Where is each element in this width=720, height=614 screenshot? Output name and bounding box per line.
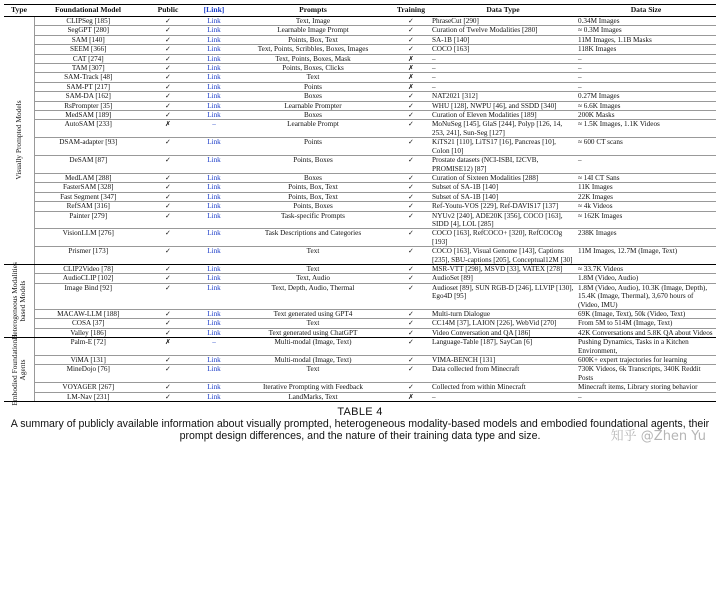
table-row [4,264,716,273]
link-cell[interactable]: Link [194,274,234,283]
table-row [4,120,716,138]
model-name: VisionLLM [276] [34,229,142,247]
link-cell[interactable]: Link [194,328,234,337]
prompts-cell: Points, Boxes [234,202,392,211]
model-name: AudioCLIP [102] [34,274,142,283]
header-link: [Link] [194,5,234,17]
group-label-cell [4,262,34,340]
data-type-cell: SA-1B [140] [430,35,576,44]
prompts-cell: Learnable Image Prompt [234,26,392,35]
training-mark: ✓ [392,45,430,54]
training-mark: ✓ [392,264,430,273]
training-mark: ✗ [392,54,430,63]
prompts-cell: Learnable Prompter [234,101,392,110]
link-cell[interactable]: Link [194,82,234,91]
prompts-cell: Text generated using ChatGPT [234,328,392,337]
table-row [4,383,716,392]
prompts-cell: Points, Boxes [234,156,392,174]
table-row [4,101,716,110]
model-name: RefSAM [316] [34,202,142,211]
data-size-cell: – [576,54,716,63]
link-cell[interactable]: Link [194,211,234,229]
table-row [4,229,716,247]
prompts-cell: LandMarks, Text [234,392,392,401]
model-name: SAM-DA [162] [34,92,142,101]
public-mark: ✓ [142,392,194,401]
table-row [4,328,716,337]
data-type-cell: VIMA-BENCH [131] [430,356,576,365]
link-cell[interactable]: Link [194,392,234,401]
table-row [4,202,716,211]
public-mark: ✓ [142,156,194,174]
training-mark: ✓ [392,101,430,110]
training-mark: ✓ [392,328,430,337]
group-label: Heterogeneous Modalities based Models [9,262,27,340]
data-size-cell: 600K+ expert trajectories for learning [576,356,716,365]
table-row [4,283,716,309]
model-name: Valley [186] [34,328,142,337]
public-mark: ✓ [142,283,194,309]
table-row [4,156,716,174]
caption-text: A summary of publicly available information about visually prompted, heterogeneous modality-based models and embodied foundational agents, their prompt design differences, and the nature of their training data type and size. [10,418,710,443]
link-cell[interactable]: Link [194,356,234,365]
data-size-cell: 11M Images, 1.1B Masks [576,35,716,44]
link-cell[interactable]: Link [194,173,234,182]
training-mark: ✗ [392,73,430,82]
prompts-cell: Text generated using GPT4 [234,310,392,319]
model-name: CAT [274] [34,54,142,63]
header-data-size: Data Size [576,5,716,17]
data-type-cell: Curation of Eleven Modalities [189] [430,111,576,120]
prompts-cell: Text [234,247,392,265]
model-name: Palm-E [72] [34,338,142,356]
training-mark: ✓ [392,338,430,356]
header-public: Public [142,5,194,17]
training-mark: ✓ [392,92,430,101]
model-name: MedLAM [288] [34,173,142,182]
model-name: SAM-Track [48] [34,73,142,82]
data-type-cell: PhraseCut [290] [430,17,576,26]
header-training: Training [392,5,430,17]
public-mark: ✓ [142,229,194,247]
public-mark: ✓ [142,247,194,265]
public-mark: ✓ [142,92,194,101]
data-type-cell: CC14M [37], LAION [226], WebVid [270] [430,319,576,328]
prompts-cell: Text [234,365,392,383]
model-name: MineDojo [76] [34,365,142,383]
training-mark: ✓ [392,173,430,182]
data-size-cell: ≈ 1.5K Images, 1.1K Videos [576,120,716,138]
data-type-cell: – [430,82,576,91]
training-mark: ✓ [392,229,430,247]
training-mark: ✓ [392,26,430,35]
link-cell[interactable]: Link [194,264,234,273]
link-cell[interactable]: Link [194,45,234,54]
table-row [4,54,716,63]
group-label: Visually Prompted Models [13,100,23,181]
summary-table [4,4,716,406]
data-type-cell: COCO [163], RefCOCO+ [320], RefCOCOg [193] [430,229,576,247]
data-type-cell: Curation of Twelve Modalities [280] [430,26,576,35]
table-row [4,274,716,283]
link-cell[interactable]: Link [194,64,234,73]
training-mark: ✓ [392,17,430,26]
data-type-cell: AudioSet [89] [430,274,576,283]
table-body [4,17,716,406]
table-row [4,64,716,73]
link-cell[interactable]: Link [194,319,234,328]
link-cell[interactable]: Link [194,35,234,44]
prompts-cell: Points, Boxes, Clicks [234,64,392,73]
public-mark: ✓ [142,192,194,201]
public-mark: ✓ [142,82,194,91]
prompts-cell: Task Descriptions and Categories [234,229,392,247]
public-mark: ✓ [142,138,194,156]
link-cell[interactable]: Link [194,183,234,192]
data-type-cell: Language-Table [187], SayCan [6] [430,338,576,356]
data-size-cell: – [576,73,716,82]
data-type-cell: NYUv2 [240], ADE20K [356], COCO [163], SIDD [4], LOL [285] [430,211,576,229]
model-name: SegGPT [280] [34,26,142,35]
data-size-cell: 42K Conversations and 5.8K QA about Videos [576,328,716,337]
prompts-cell: Text [234,319,392,328]
table-row [4,338,716,356]
watermark: 知乎 @Zhen Yu [610,429,706,445]
data-size-cell: 69K (Image, Text), 50k (Video, Text) [576,310,716,319]
prompts-cell: Points, Box, Text [234,35,392,44]
data-size-cell: 200K Masks [576,111,716,120]
table-header [4,5,716,17]
public-mark: ✗ [142,338,194,356]
table-row [4,319,716,328]
link-cell[interactable]: Link [194,365,234,383]
link-cell[interactable]: Link [194,192,234,201]
public-mark: ✓ [142,64,194,73]
data-type-cell: – [430,64,576,73]
data-size-cell: 11K Images [576,183,716,192]
prompts-cell: Multi-modal (Image, Text) [234,356,392,365]
public-mark: ✓ [142,73,194,82]
link-cell: – [194,120,234,138]
prompts-cell: Boxes [234,111,392,120]
public-mark: ✓ [142,365,194,383]
data-size-cell: – [576,156,716,174]
link-cell[interactable]: Link [194,247,234,265]
public-mark: ✓ [142,183,194,192]
link-cell[interactable]: Link [194,92,234,101]
data-size-cell: 22K Images [576,192,716,201]
public-mark: ✓ [142,202,194,211]
model-name: FasterSAM [328] [34,183,142,192]
prompts-cell: Text [234,73,392,82]
caption-title: TABLE 4 [337,406,383,419]
table-row [4,92,716,101]
data-size-cell: 0.27M Images [576,92,716,101]
data-type-cell: Ref-Youtu-VOS [229], Ref-DAVIS17 [137] [430,202,576,211]
public-mark: ✓ [142,211,194,229]
data-type-cell: – [430,73,576,82]
training-mark: ✓ [392,183,430,192]
model-name: SEEM [366] [34,45,142,54]
prompts-cell: Text, Points, Boxes, Mask [234,54,392,63]
table-row [4,138,716,156]
prompts-cell: Multi-modal (Image, Text) [234,338,392,356]
public-mark: ✓ [142,319,194,328]
model-name: CLIPSeg [185] [34,17,142,26]
table-row [4,356,716,365]
data-type-cell: Video Conversation and QA [186] [430,328,576,337]
table-row [4,365,716,383]
training-mark: ✓ [392,156,430,174]
model-name: Fast Segment [347] [34,192,142,201]
data-size-cell: ≈ 4k Videos [576,202,716,211]
data-size-cell: 730K Videos, 6k Transcripts, 340K Reddit Posts [576,365,716,383]
public-mark: ✓ [142,111,194,120]
model-name: CLIP2Video [78] [34,264,142,273]
public-mark: ✗ [142,120,194,138]
training-mark: ✓ [392,138,430,156]
link-cell[interactable]: Link [194,17,234,26]
table-row [4,211,716,229]
training-mark: ✓ [392,356,430,365]
training-mark: ✓ [392,247,430,265]
prompts-cell: Text, Audio [234,274,392,283]
table-row [4,247,716,265]
public-mark: ✓ [142,17,194,26]
link-cell[interactable]: Link [194,111,234,120]
data-type-cell: Curation of Sixteen Modalities [288] [430,173,576,182]
public-mark: ✓ [142,35,194,44]
group-label-cell [4,17,34,265]
prompts-cell: Task-specific Prompts [234,211,392,229]
data-type-cell: – [430,392,576,401]
group-label: Embodied Foundational Agents [9,334,27,406]
training-mark: ✓ [392,383,430,392]
table-row [4,26,716,35]
table-row [4,73,716,82]
data-size-cell: ≈ 162K Images [576,211,716,229]
header-type: Type [4,5,34,17]
training-mark: ✓ [392,310,430,319]
training-mark: ✓ [392,111,430,120]
table-row [4,310,716,319]
header-prompts: Prompts [234,5,392,17]
model-name: RsPrompter [35] [34,101,142,110]
model-name: Image Bind [92] [34,283,142,309]
prompts-cell: Points, Box, Text [234,192,392,201]
table-row [4,192,716,201]
data-size-cell: Pushing Dynamics, Tasks in a Kitchen Environment, [576,338,716,356]
prompts-cell: Points [234,138,392,156]
data-size-cell: 118K Images [576,45,716,54]
table-row [4,392,716,401]
prompts-cell: Learnable Prompt [234,120,392,138]
table-caption [4,406,716,445]
model-name: SAM [140] [34,35,142,44]
data-type-cell: MoNuSeg [145], GlaS [244], Polyp [126, 14, 253, 241], Sun-Seg [127] [430,120,576,138]
data-size-cell: ≈ 600 CT scans [576,138,716,156]
data-size-cell: – [576,82,716,91]
training-mark: ✓ [392,120,430,138]
data-type-cell: Audioset [89], SUN RGB-D [246], LLVIP [130], Ego4D [95] [430,283,576,309]
table-row [4,82,716,91]
public-mark: ✓ [142,101,194,110]
link-cell[interactable]: Link [194,383,234,392]
link-cell[interactable]: Link [194,54,234,63]
public-mark: ✓ [142,274,194,283]
prompts-cell: Iterative Prompting with Feedback [234,383,392,392]
table-row [4,17,716,26]
model-name: TAM [307] [34,64,142,73]
model-name: COSA [37] [34,319,142,328]
training-mark: ✓ [392,211,430,229]
training-mark: ✓ [392,202,430,211]
data-type-cell: Data collected from Minecraft [430,365,576,383]
data-size-cell: ≈ 0.3M Images [576,26,716,35]
link-cell[interactable]: Link [194,229,234,247]
model-name: MACAW-LLM [188] [34,310,142,319]
table-row [4,45,716,54]
link-cell[interactable]: Link [194,138,234,156]
model-name: MedSAM [189] [34,111,142,120]
prompts-cell: Points, Box, Text [234,183,392,192]
model-name: ViMA [131] [34,356,142,365]
link-cell[interactable]: Link [194,202,234,211]
link-cell: – [194,338,234,356]
training-mark: ✗ [392,82,430,91]
data-size-cell: ≈ 6.6K Images [576,101,716,110]
data-size-cell: 1.8M (Video, Audio) [576,274,716,283]
model-name: Painter [279] [34,211,142,229]
model-name: AutoSAM [233] [34,120,142,138]
public-mark: ✓ [142,383,194,392]
public-mark: ✓ [142,310,194,319]
data-type-cell: KiTS21 [110], LiTS17 [16], Pancreas [10], Colon [10] [430,138,576,156]
training-mark: ✗ [392,392,430,401]
prompts-cell: Boxes [234,173,392,182]
data-size-cell: – [576,64,716,73]
training-mark: ✗ [392,64,430,73]
prompts-cell: Text, Points, Scribbles, Boxes, Images [234,45,392,54]
prompts-cell: Points [234,82,392,91]
data-size-cell: 11M Images, 12.7M (Image, Text) [576,247,716,265]
prompts-cell: Text, Image [234,17,392,26]
data-type-cell: COCO [163], Visual Genome [143], Captions [235], SBU-captions [205], Conceptual12M [30] [430,247,576,265]
training-mark: ✓ [392,319,430,328]
model-name: Prismer [173] [34,247,142,265]
public-mark: ✓ [142,26,194,35]
public-mark: ✓ [142,328,194,337]
header-model: Foundational Model [34,5,142,17]
training-mark: ✓ [392,192,430,201]
model-name: DeSAM [87] [34,156,142,174]
data-size-cell: ≈ 14I CT Sans [576,173,716,182]
data-type-cell: MSR-VTT [298], MSVD [33], VATEX [278] [430,264,576,273]
table-row [4,111,716,120]
data-type-cell: Subset of SA-1B [140] [430,183,576,192]
training-mark: ✓ [392,283,430,309]
prompts-cell: Boxes [234,92,392,101]
public-mark: ✓ [142,45,194,54]
group-label-cell [4,334,34,406]
model-name: LM-Nav [231] [34,392,142,401]
data-type-cell: Multi-turn Dialogue [430,310,576,319]
table-row [4,173,716,182]
data-type-cell: – [430,54,576,63]
link-cell[interactable]: Link [194,156,234,174]
data-type-cell: NAT2021 [312] [430,92,576,101]
data-size-cell: 1.8M (Video, Audio), 10.3K (Image, Depth), 15.4K (Image, Thermal), 3,670 hours of (Video, IMU) [576,283,716,309]
data-size-cell: Minecraft items, Library storing behavior [576,383,716,392]
data-size-cell: – [576,392,716,401]
prompts-cell: Text, Depth, Audio, Thermal [234,283,392,309]
training-mark: ✓ [392,274,430,283]
data-type-cell: Subset of SA-1B [140] [430,192,576,201]
prompts-cell: Text [234,264,392,273]
data-size-cell: 0.34M Images [576,17,716,26]
link-cell[interactable]: Link [194,310,234,319]
data-size-cell: ≈ 33.7K Videos [576,264,716,273]
link-cell[interactable]: Link [194,101,234,110]
data-size-cell: 238K Images [576,229,716,247]
model-name: DSAM-adapter [93] [34,138,142,156]
public-mark: ✓ [142,264,194,273]
training-mark: ✓ [392,365,430,383]
link-cell[interactable]: Link [194,26,234,35]
data-type-cell: COCO [163] [430,45,576,54]
data-type-cell: Collected from within Minecraft [430,383,576,392]
table-row [4,183,716,192]
table-figure [4,4,716,445]
public-mark: ✓ [142,173,194,182]
data-type-cell: WHU [128], NWPU [46], and SSDD [340] [430,101,576,110]
public-mark: ✓ [142,356,194,365]
header-data-type: Data Type [430,5,576,17]
public-mark: ✓ [142,54,194,63]
data-type-cell: Prostate datasets (NCI-ISBI, I2CVB, PROMISE12) [87] [430,156,576,174]
model-name: SAM-PT [217] [34,82,142,91]
link-cell[interactable]: Link [194,73,234,82]
table-row [4,35,716,44]
training-mark: ✓ [392,35,430,44]
data-size-cell: From 5M to 514M (Image, Text) [576,319,716,328]
link-cell[interactable]: Link [194,283,234,309]
model-name: VOYAGER [267] [34,383,142,392]
